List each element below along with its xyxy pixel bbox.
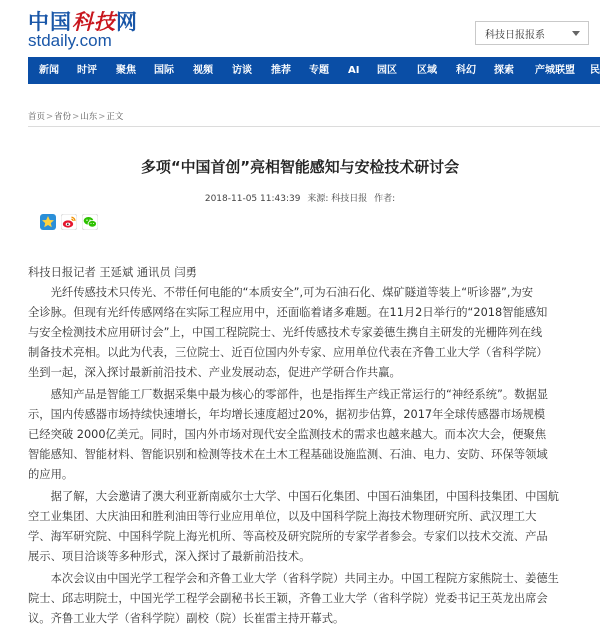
article-line: 示，国内传感器市场持续快速增长，年均增长速度超过20%，据初步估算，2017年全球传感器市场规模 — [28, 408, 546, 421]
nav-item-news[interactable]: 新闻 — [39, 65, 59, 76]
nav-item-video[interactable]: 视频 — [193, 65, 213, 76]
article-line: 与安全检测技术应用研讨会”上，中国工程院院士、光纤传感技术专家姜德生携自主研发的光栅阵列在线 — [28, 326, 543, 339]
logo-chinese: 中国科技网 — [28, 9, 138, 34]
nav-item-explore[interactable]: 探索 — [494, 65, 514, 76]
nav-item-scifi[interactable]: 科幻 — [456, 65, 476, 76]
breadcrumb-separator: > — [72, 112, 80, 122]
article-line: 议。齐鲁工业大学（省科学院）副校（院）长崔雷主持开幕式。 — [28, 612, 345, 625]
nav-item-special[interactable]: 专题 — [309, 65, 329, 76]
article-author: 作者: — [374, 194, 396, 204]
breadcrumb-separator: > — [46, 112, 54, 122]
article-line: 光纤传感技术只传光、不带任何电能的“本质安全”,可为石油石化、煤矿隧道等装上“听诊器”,为安 — [28, 286, 534, 299]
article-line: 全诊脉。但现有光纤传感网络在实际工程应用中，还面临着诸多难题。在11月2日举行的“2018智能感知 — [28, 306, 548, 319]
nav-item-focus[interactable]: 聚焦 — [116, 65, 136, 76]
breadcrumb-divider — [28, 126, 600, 127]
breadcrumb-province[interactable]: 省份 — [54, 112, 72, 122]
logo-english: stdaily.com — [28, 31, 112, 50]
article-line: 的应用。 — [28, 468, 74, 481]
nav-item-parks[interactable]: 园区 — [377, 65, 397, 76]
newspaper-group-select[interactable] — [475, 21, 589, 45]
site-header — [0, 0, 600, 56]
wechat-icon[interactable] — [82, 214, 98, 230]
nav-item-recommend[interactable]: 推荐 — [271, 65, 291, 76]
article-line: 坐到一起，深入探讨最新前沿技术、产业发展动态，促进产学研合作共赢。 — [28, 366, 401, 379]
breadcrumb-current: 正文 — [106, 112, 124, 122]
article-line: 据了解，大会邀请了澳大利亚新南威尔士大学、中国石化集团、中国石油集团，中国科技集团、中国航 — [28, 490, 559, 503]
chevron-down-icon — [572, 31, 580, 36]
nav-item-international[interactable]: 国际 — [154, 65, 174, 76]
article-line: 展示、项目洽谈等多种形式，深入探讨了最新前沿技术。 — [28, 550, 311, 563]
nav-item-commentary[interactable]: 时评 — [77, 65, 97, 76]
article-line: 空工业集团、大庆油田和胜利油田等行业应用单位，以及中国科学院上海技术物理研究所、武汉理工大 — [28, 510, 537, 523]
article-line: 智能感知、智能材料、智能识别和检测等技术在土木工程基础设施监测、石油、电力、安防、环保等领域 — [28, 448, 548, 461]
article-title: 多项“中国首创”亮相智能感知与安检技术研讨会 — [140, 158, 460, 176]
article-meta — [0, 191, 600, 204]
site-logo[interactable] — [28, 6, 148, 50]
article-line: 制备技术亮相。以此为代表，三位院士、近百位国内外专家、应用单位代表在齐鲁工业大学（省科学院） — [28, 346, 548, 359]
nav-item-interview[interactable]: 访谈 — [232, 65, 252, 76]
article-line: 本次会议由中国光学工程学会和齐鲁工业大学（省科学院）共同主办。中国工程院方家熊院士、姜德生 — [28, 572, 559, 585]
breadcrumb-shandong[interactable]: 山东 — [80, 112, 98, 122]
article-line: 感知产品是智能工厂数据采集中最为核心的零部件，也是指挥生产线正常运行的“神经系统”。数据显 — [28, 388, 549, 401]
breadcrumb-home[interactable]: 首页 — [28, 112, 46, 122]
breadcrumb-separator: > — [98, 112, 106, 122]
article-line: 学、海军研究院、中国科学院上海光机所、等高校及研究院所的专家学者参会。专家们以技术交流、产品 — [28, 530, 548, 543]
nav-item-region[interactable]: 区域 — [417, 65, 437, 76]
newspaper-group-label: 科技日报报系 — [485, 30, 545, 41]
nav-item-more[interactable]: 民 — [590, 65, 600, 76]
article-date: 2018-11-05 11:43:39 — [204, 194, 301, 204]
main-nav — [28, 57, 600, 84]
breadcrumb — [28, 110, 123, 124]
article-byline: 科技日报记者 王延斌 通讯员 闫勇 — [28, 266, 197, 279]
weibo-icon[interactable] — [61, 214, 77, 230]
article-line: 院士、邱志明院士，中国光学工程学会副秘书长王颖，齐鲁工业大学（省科学院）党委书记王英龙出席会 — [28, 592, 548, 605]
article-source: 来源: 科技日报 — [307, 194, 368, 204]
star-icon[interactable] — [40, 214, 56, 230]
article-line: 已经突破 2000亿美元。同时，国内外市场对现代安全监测技术的需求也越来越大。而本次大会，便聚焦 — [28, 428, 547, 441]
nav-item-ai[interactable]: AI — [348, 65, 360, 76]
nav-item-city-alliance[interactable]: 产城联盟 — [535, 65, 575, 76]
